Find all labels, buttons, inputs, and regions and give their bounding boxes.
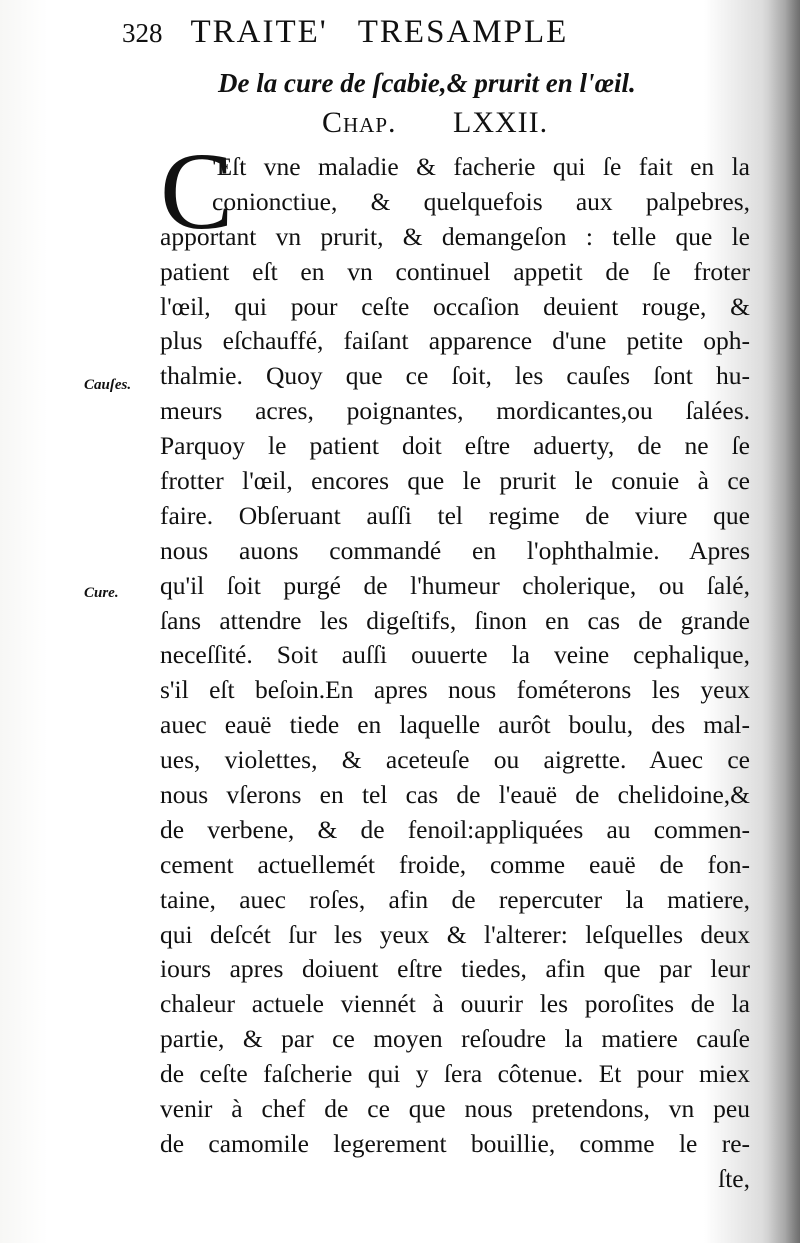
text-line: s'il eſt beſoin.En apres nous fométerons les yeux (160, 675, 750, 705)
chapter-heading (322, 106, 740, 140)
chapter-number: LXXII. (453, 106, 549, 139)
text-line: chaleur actuele viennét à ouurir les poroſites de la (160, 989, 750, 1019)
text-line: frotter l'œil, encores que le prurit le conuie à ce (160, 466, 750, 496)
text-line: partie, & par ce moyen reſoudre la matiere cauſe (160, 1024, 750, 1054)
text-line: Parquoy le patient doit eſtre aduerty, de ne ſe (160, 431, 750, 461)
text-line: neceſſité. Soit auſſi ouuerte la veine cephalique, (160, 640, 750, 670)
text-line: ſans attendre les digeſtifs, ſinon en cas de grande (160, 605, 750, 635)
text-line: plus eſchauffé, faiſant apparence d'une petite oph- (160, 326, 750, 356)
running-head-title-first: TRAITE' (190, 14, 328, 50)
margin-note-causes: Cauſes. (84, 377, 132, 393)
text-line: patient eſt en vn continuel appetit de ſe froter (160, 256, 750, 286)
text-line: qu'il ſoit purgé de l'humeur cholerique, ou ſalé, (160, 570, 750, 600)
text-line: 'Eſt vne maladie & facherie qui ſe fait en la (212, 152, 750, 181)
text-line: de verbene, & de fenoil:appliquées au commen- (160, 814, 750, 844)
chapter-label: Chap. (322, 106, 397, 139)
text-line: ues, violettes, & aceteuſe ou aigrette. Auec ce (160, 745, 750, 775)
text-line: iours apres doiuent eſtre tiedes, afin que par leur (160, 954, 750, 984)
text-line: auec eauë tiede en laquelle aurôt boulu, des mal- (160, 710, 750, 740)
section-subtitle: De la cure de ſcabie,& prurit en l'œil. (218, 68, 636, 98)
running-head (122, 14, 740, 51)
drop-capital: C (160, 130, 234, 252)
text-line: faire. Obſeruant auſſi tel regime de viure que (160, 500, 750, 530)
text-line: conionctiue, & quelquefois aux palpebres, (212, 186, 750, 216)
text-line: de camomile legerement bouillie, comme le re- (160, 1128, 750, 1158)
text-line: de ceſte faſcherie qui y ſera côtenue. Et pour miex (160, 1059, 750, 1089)
text-line: nous auons commandé en l'ophthalmie. Apres (160, 535, 750, 565)
text-line: apportant vn prurit, & demangeſon : telle que le (160, 221, 750, 251)
text-line: nous vſerons en tel cas de l'eauë de chelidoine,& (160, 780, 750, 810)
text-line: cement actuellemét froide, comme eauë de fon- (160, 849, 750, 879)
text-line: thalmie. Quoy que ce ſoit, les cauſes ſont hu- (160, 361, 750, 391)
text-line: venir à chef de ce que nous pretendons, vn peu (160, 1094, 750, 1124)
body-text (160, 150, 750, 1197)
page-number: 328 (122, 18, 163, 48)
page-gutter-shadow (762, 0, 800, 1243)
running-head-title-second: TRESAMPLE (357, 14, 569, 50)
text-line: meurs acres, poignantes, mordicantes,ou ſalées. (160, 396, 750, 426)
text-line: qui deſcét ſur les yeux & l'alterer: leſquelles deux (160, 919, 750, 949)
text-line: ſte, (718, 1163, 750, 1193)
text-line: l'œil, qui pour ceſte occaſion deuient rouge, & (160, 291, 750, 321)
text-line: taine, auec roſes, afin de repercuter la matiere, (160, 884, 750, 914)
margin-note-cure: Cure. (84, 585, 119, 601)
